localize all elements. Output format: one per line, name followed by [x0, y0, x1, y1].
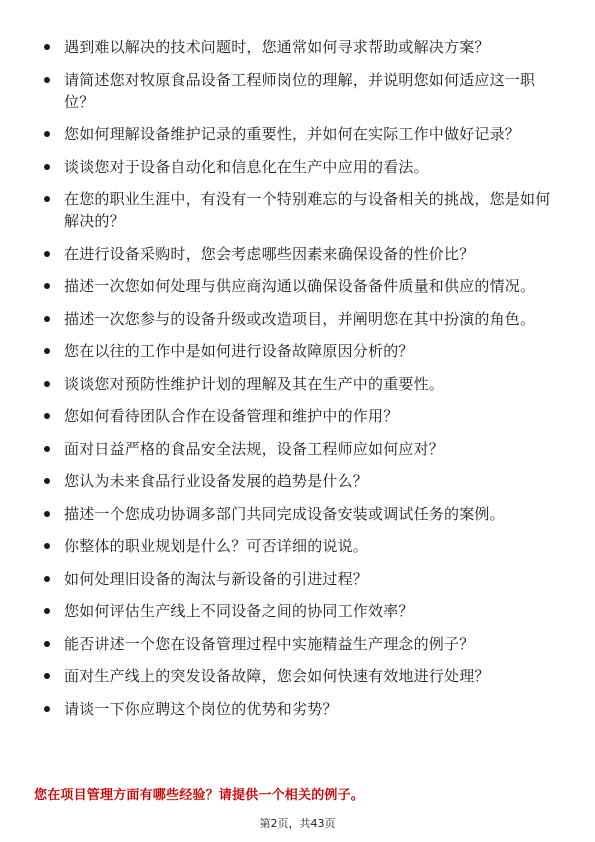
- question-item: [40, 308, 560, 330]
- bullet-icon: [44, 543, 50, 549]
- question-item: [40, 698, 560, 720]
- question-text: 描述一次您如何处理与供应商沟通以确保设备备件质量和供应的情况。: [64, 277, 536, 295]
- question-text: 您如何理解设备维护记录的重要性，并如何在实际工作中做好记录？: [64, 125, 521, 143]
- bullet-icon: [44, 44, 50, 50]
- question-text: 在进行设备采购时，您会考虑哪些因素来确保设备的性价比？: [64, 244, 475, 263]
- question-text: 请谈一下你应聘这个岗位的优势和劣势？: [64, 699, 338, 718]
- question-item: [40, 535, 560, 557]
- question-text: 遇到难以解决的技术问题时，您通常如何寻求帮助或解决方案？: [64, 38, 490, 56]
- bullet-icon: [44, 381, 50, 387]
- bullet-icon: [44, 511, 50, 517]
- question-item: [40, 373, 560, 395]
- question-item: [40, 156, 560, 178]
- question-item: [40, 438, 560, 460]
- question-text: 能否讲述一个您在设备管理过程中实施精益生产理念的例子？: [64, 634, 475, 653]
- question-text: 描述一次您参与的设备升级或改造项目，并阐明您在其中扮演的角色。: [64, 309, 536, 328]
- question-text: 您在以往的工作中是如何进行设备故障原因分析的？: [64, 342, 414, 360]
- question-item: [40, 188, 560, 232]
- bullet-icon: [44, 576, 50, 582]
- question-item: [40, 340, 560, 362]
- question-item: [40, 405, 560, 427]
- bullet-icon: [44, 478, 50, 484]
- bullet-icon: [44, 251, 50, 257]
- question-item: [40, 243, 560, 265]
- question-text: 描述一个您成功协调多部门共同完成设备安装或调试任务的案例。: [64, 504, 505, 523]
- page-footer: 第2页，共43页: [259, 817, 336, 830]
- question-item: [40, 123, 560, 145]
- question-item: [40, 600, 560, 622]
- question-item: [40, 665, 560, 687]
- question-text: 面对日益严格的食品安全法规，设备工程师应如何应对？: [64, 439, 445, 458]
- question-text: 请简述您对牧原食品设备工程师岗位的理解，并说明您如何适应这一职位？: [64, 70, 536, 111]
- question-item: [40, 69, 560, 113]
- bullet-icon: [44, 164, 50, 170]
- question-text: 在您的职业生涯中，有没有一个特别难忘的与设备相关的挑战，您是如何解决的？: [64, 190, 551, 230]
- question-list: [40, 36, 560, 730]
- question-text: 如何处理旧设备的淘汰与新设备的引进过程？: [64, 569, 369, 588]
- bullet-icon: [44, 77, 50, 83]
- question-item: [40, 503, 560, 525]
- bullet-icon: [44, 641, 50, 647]
- question-item: [40, 36, 560, 58]
- question-text: 你整体的职业规划是什么？可否详细的说说。: [64, 537, 369, 555]
- question-item: [40, 275, 560, 297]
- bullet-icon: [44, 131, 50, 137]
- bullet-icon: [44, 316, 50, 322]
- highlight-question: 您在项目管理方面有哪些经验？请提供一个相关的例子。: [34, 788, 365, 803]
- question-text: 谈谈您对预防性维护计划的理解及其在生产中的重要性。: [64, 374, 445, 393]
- bullet-icon: [44, 446, 50, 452]
- bullet-icon: [44, 196, 50, 202]
- bullet-icon: [44, 413, 50, 419]
- question-text: 面对生产线上的突发设备故障，您会如何快速有效地进行处理？: [64, 667, 490, 685]
- bullet-icon: [44, 706, 50, 712]
- bullet-icon: [44, 283, 50, 289]
- question-item: [40, 633, 560, 655]
- bullet-icon: [44, 673, 50, 679]
- question-item: [40, 470, 560, 492]
- question-text: 您如何评估生产线上不同设备之间的协同工作效率？: [64, 602, 414, 620]
- bullet-icon: [44, 348, 50, 354]
- bullet-icon: [44, 608, 50, 614]
- question-text: 您如何看待团队合作在设备管理和维护中的作用？: [64, 407, 399, 425]
- question-text: 您认为未来食品行业设备发展的趋势是什么？: [64, 472, 369, 490]
- question-text: 谈谈您对于设备自动化和信息化在生产中应用的看法。: [64, 157, 429, 176]
- question-item: [40, 568, 560, 590]
